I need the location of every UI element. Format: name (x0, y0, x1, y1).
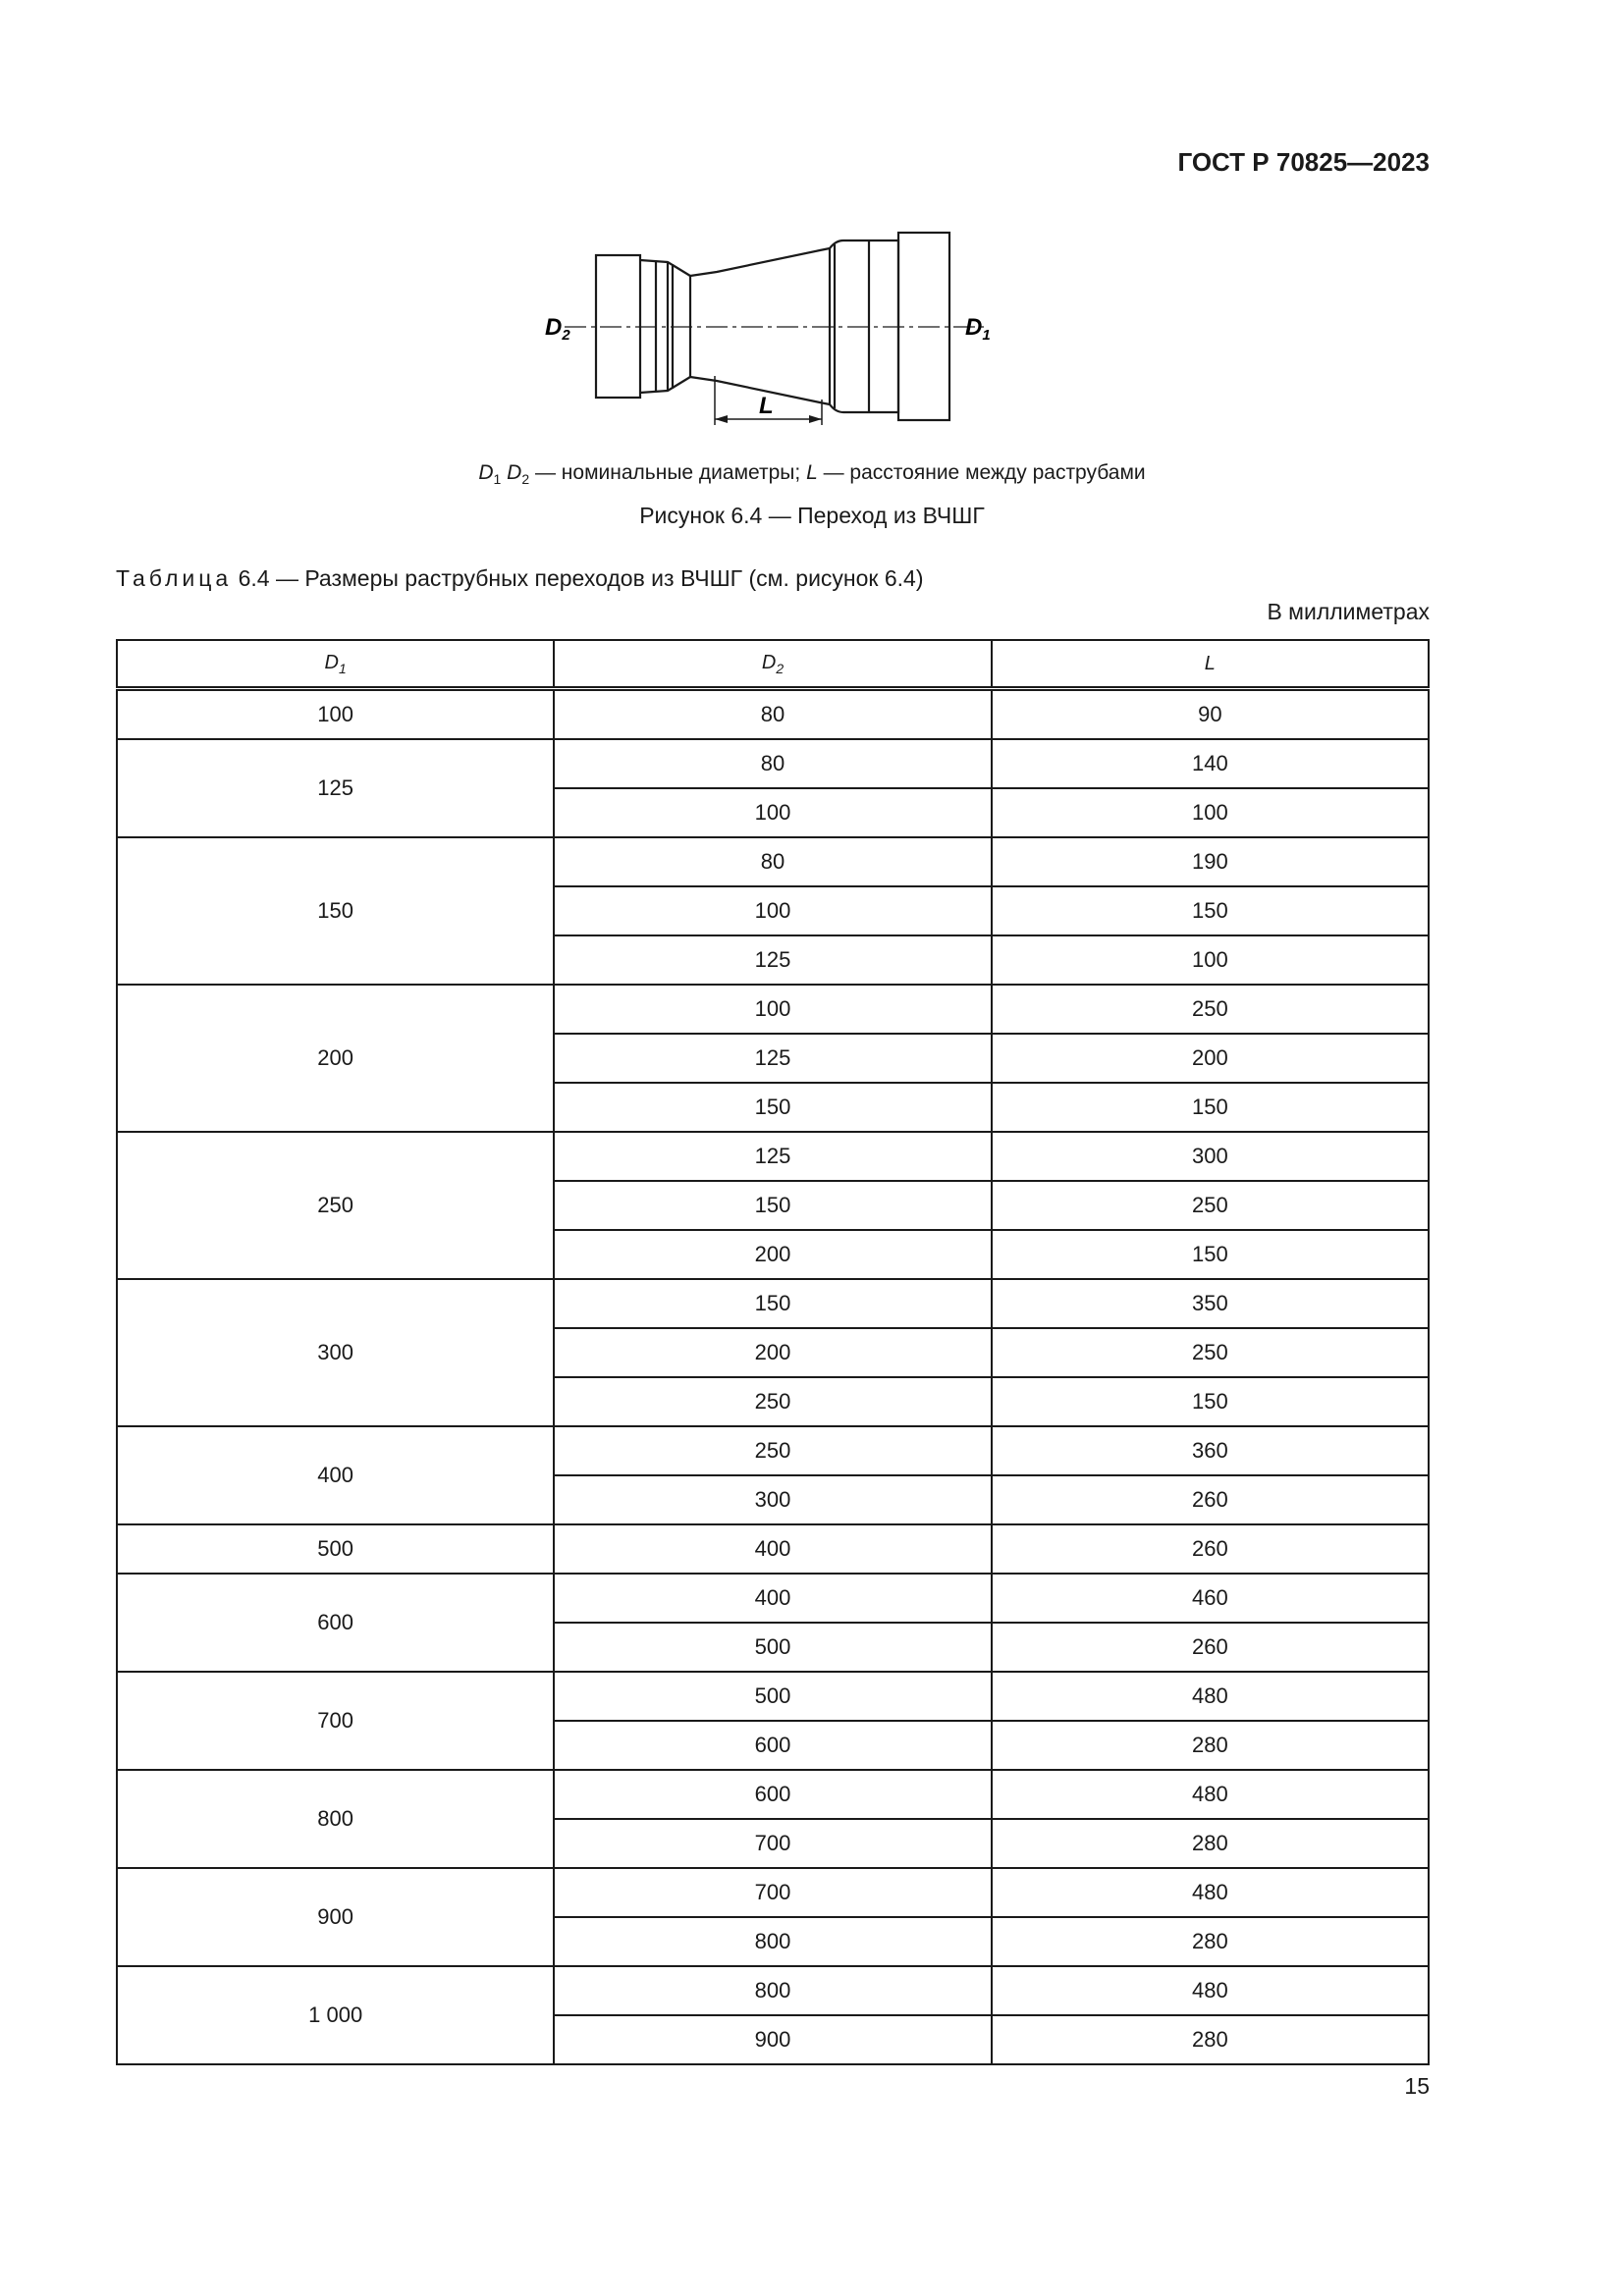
cell-l: 480 (992, 1672, 1429, 1721)
table-title: Таблица 6.4 — Размеры раструбных переходов из ВЧШГ (см. рисунок 6.4) (116, 565, 924, 591)
table-row (117, 1672, 1429, 1721)
table-row (117, 1868, 1429, 1917)
table-row (117, 985, 1429, 1034)
header-d2: $D_2$ (554, 640, 991, 689)
cell-l: 150 (992, 1083, 1429, 1132)
label-l: L (759, 393, 774, 419)
cell-l: 200 (992, 1034, 1429, 1083)
table-row (117, 1426, 1429, 1475)
cell-l: 250 (992, 985, 1429, 1034)
cell-l: 100 (992, 935, 1429, 985)
cell-d1: 800 (117, 1770, 554, 1868)
table-header-row (117, 640, 1429, 689)
cell-l: 100 (992, 788, 1429, 837)
cell-l: 480 (992, 1868, 1429, 1917)
table-row (117, 1132, 1429, 1181)
cell-d2: 250 (554, 1377, 991, 1426)
cell-d1: 250 (117, 1132, 554, 1279)
standard-code: ГОСТ Р 70825—2023 (1177, 147, 1430, 177)
table-row (117, 739, 1429, 788)
figure-caption: Рисунок 6.4 — Переход из ВЧШГ (639, 503, 985, 528)
cell-d2: 250 (554, 1426, 991, 1475)
table-row (117, 1966, 1429, 2015)
cell-l: 260 (992, 1524, 1429, 1574)
cell-d1: 500 (117, 1524, 554, 1574)
cell-l: 460 (992, 1574, 1429, 1623)
cell-d2: 125 (554, 1034, 991, 1083)
cell-d2: 125 (554, 1132, 991, 1181)
cell-l: 360 (992, 1426, 1429, 1475)
table-row (117, 837, 1429, 886)
cell-l: 250 (992, 1181, 1429, 1230)
cell-d2: 200 (554, 1328, 991, 1377)
cell-d2: 400 (554, 1524, 991, 1574)
cell-d2: 80 (554, 739, 991, 788)
cell-l: 280 (992, 1819, 1429, 1868)
cell-l: 280 (992, 1917, 1429, 1966)
cell-l: 150 (992, 1377, 1429, 1426)
dim-arrow-left (715, 415, 728, 423)
label-d2: $D_2$ (545, 314, 570, 344)
cell-d2: 700 (554, 1868, 991, 1917)
cell-d2: 80 (554, 689, 991, 740)
cone-top (690, 248, 830, 276)
table-row (117, 1770, 1429, 1819)
cell-l: 140 (992, 739, 1429, 788)
cell-d2: 600 (554, 1721, 991, 1770)
cell-d1: 900 (117, 1868, 554, 1966)
cell-d1: 200 (117, 985, 554, 1132)
table-row (117, 1524, 1429, 1574)
header-d1: $D_1$ (117, 640, 554, 689)
cell-d1: 300 (117, 1279, 554, 1426)
cell-d2: 150 (554, 1279, 991, 1328)
cell-d1: 700 (117, 1672, 554, 1770)
cell-l: 480 (992, 1966, 1429, 2015)
label-d1: $D_1$ (965, 314, 991, 344)
cell-l: 280 (992, 2015, 1429, 2064)
table-row (117, 1279, 1429, 1328)
cell-d1: 150 (117, 837, 554, 985)
cell-d1: 400 (117, 1426, 554, 1524)
cell-l: 150 (992, 886, 1429, 935)
page-number: 15 (1404, 2073, 1430, 2099)
cell-d2: 80 (554, 837, 991, 886)
cell-d2: 500 (554, 1623, 991, 1672)
cell-d2: 150 (554, 1181, 991, 1230)
cell-d2: 100 (554, 985, 991, 1034)
header-l: L (992, 640, 1429, 689)
cell-d2: 900 (554, 2015, 991, 2064)
units-note: В миллиметрах (1267, 599, 1430, 624)
cell-d2: 300 (554, 1475, 991, 1524)
cell-d1: 100 (117, 689, 554, 740)
cell-d2: 150 (554, 1083, 991, 1132)
table-row (117, 1574, 1429, 1623)
cell-d2: 600 (554, 1770, 991, 1819)
cell-d2: 400 (554, 1574, 991, 1623)
cell-l: 300 (992, 1132, 1429, 1181)
cell-d2: 500 (554, 1672, 991, 1721)
cell-d1: 600 (117, 1574, 554, 1672)
cell-d2: 700 (554, 1819, 991, 1868)
cell-d2: 100 (554, 788, 991, 837)
cell-l: 190 (992, 837, 1429, 886)
cell-d2: 800 (554, 1966, 991, 2015)
cell-l: 250 (992, 1328, 1429, 1377)
cell-l: 480 (992, 1770, 1429, 1819)
cell-d2: 200 (554, 1230, 991, 1279)
cell-d2: 125 (554, 935, 991, 985)
cell-d1: 125 (117, 739, 554, 837)
cell-l: 150 (992, 1230, 1429, 1279)
table-body (117, 689, 1429, 2065)
cell-l: 280 (992, 1721, 1429, 1770)
dimensions-table (116, 639, 1430, 2065)
reducer-svg (545, 221, 1016, 432)
cell-d2: 800 (554, 1917, 991, 1966)
reducer-drawing (545, 221, 1016, 432)
cell-l: 90 (992, 689, 1429, 740)
cell-d2: 100 (554, 886, 991, 935)
cell-l: 350 (992, 1279, 1429, 1328)
figure-legend: $D_1$ $D_2$ — номинальные диаметры; L — расстояние между раструбами (478, 461, 1146, 488)
dim-arrow-right (809, 415, 822, 423)
cell-d1: 1 000 (117, 1966, 554, 2064)
cell-l: 260 (992, 1475, 1429, 1524)
table-row (117, 689, 1429, 740)
cell-l: 260 (992, 1623, 1429, 1672)
